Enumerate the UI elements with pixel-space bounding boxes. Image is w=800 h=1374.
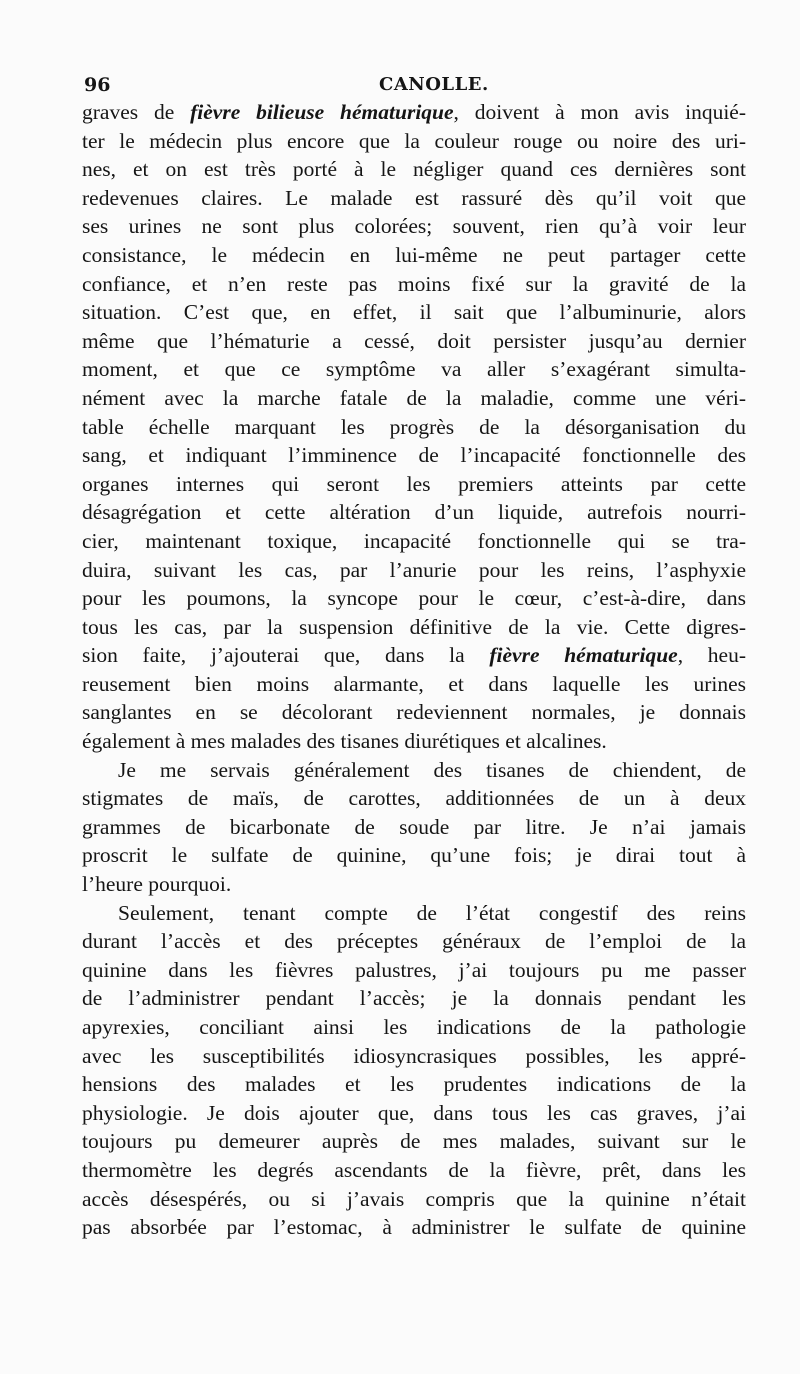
text-line	[82, 1213, 746, 1242]
text-line-segment: , doivent à mon avis inquié-	[453, 100, 746, 124]
text-line	[82, 184, 746, 213]
text-line-segment: sang, et indiquant l’imminence de l’incapacité fonctionnelle des	[82, 443, 746, 468]
text-line	[82, 641, 746, 670]
text-line	[82, 1127, 746, 1156]
text-line	[82, 1185, 746, 1214]
text-line-segment: organes internes qui seront les premiers atteints par cette	[82, 471, 746, 496]
text-line	[82, 384, 746, 413]
text-line-segment: avec les susceptibilités idiosyncrasiques possibles, les appré-	[82, 1043, 746, 1068]
text-line-segment: tous les cas, par la suspension définitive de la vie. Cette digres-	[82, 614, 746, 639]
text-line	[82, 527, 746, 556]
text-line	[82, 927, 746, 956]
text-line-segment: thermomètre les degrés ascendants de la fièvre, prêt, dans les	[82, 1157, 746, 1182]
text-line	[82, 870, 746, 899]
text-line-segment: reusement bien moins alarmante, et dans laquelle les urines	[82, 671, 746, 696]
text-line	[82, 1070, 746, 1099]
text-line-segment: désagrégation et cette altération d’un liquide, autrefois nourri-	[82, 500, 746, 525]
text-line	[82, 670, 746, 699]
text-line	[82, 899, 746, 928]
text-line-segment: consistance, le médecin en lui-même ne peut partager cette	[82, 242, 746, 267]
running-title: CANOLLE.	[379, 74, 489, 95]
text-line-segment: toujours pu demeurer auprès de mes malades, suivant sur le	[82, 1129, 746, 1154]
text-line-segment: également à mes malades des tisanes diurétiques et alcalines.	[82, 729, 607, 754]
text-line	[82, 756, 746, 785]
italic-phrase: fièvre bilieuse hématurique	[190, 100, 454, 124]
text-line-segment: durant l’accès et des préceptes généraux de l’emploi de la	[82, 929, 746, 954]
text-line-segment: apyrexies, conciliant ainsi les indications de la pathologie	[82, 1015, 746, 1039]
page-header	[84, 74, 744, 100]
text-line-segment: cier, maintenant toxique, incapacité fonctionnelle qui se tra-	[82, 528, 746, 553]
text-line-segment: nément avec la marche fatale de la maladie, comme une véri-	[82, 385, 746, 410]
text-line-segment: pas absorbée par l’estomac, à administrer le sulfate de quinine	[82, 1215, 746, 1240]
text-line-segment: duira, suivant les cas, par l’anurie pour les reins, l’asphyxie	[82, 557, 746, 582]
text-line	[82, 1099, 746, 1128]
text-line	[82, 984, 746, 1013]
text-line-segment: , heu-	[677, 643, 747, 668]
text-line-segment: pour les poumons, la syncope pour le cœur, c’est-à-dire, dans	[82, 586, 746, 611]
text-line	[82, 470, 746, 499]
text-line	[82, 327, 746, 356]
text-line-segment: quinine dans les fièvres palustres, j’ai toujours pu me passer	[82, 957, 746, 982]
text-line	[82, 698, 746, 727]
body-text	[82, 98, 746, 1242]
text-line-segment: proscrit le sulfate de quinine, qu’une fois; je dirai tout à	[82, 843, 746, 868]
text-line-segment: sion faite, j’ajouterai que, dans la	[82, 643, 490, 668]
text-line	[82, 270, 746, 299]
text-line-segment: ses urines ne sont plus colorées; souvent, rien qu’à voir leur	[82, 214, 746, 239]
text-line	[82, 98, 746, 127]
text-line-segment: table échelle marquant les progrès de la désorganisation du	[82, 414, 746, 439]
text-line-segment: stigmates de maïs, de carottes, additionnées de un à deux	[82, 786, 746, 811]
text-line-segment: redevenues claires. Le malade est rassuré dès qu’il voit que	[82, 185, 746, 210]
text-line	[82, 298, 746, 327]
text-line	[82, 241, 746, 270]
text-line	[82, 413, 746, 442]
text-line-segment: Seulement, tenant compte de l’état congestif des reins	[118, 900, 746, 925]
text-line	[82, 441, 746, 470]
text-line	[82, 127, 746, 156]
text-line-segment: grammes de bicarbonate de soude par litre. Je n’ai jamais	[82, 814, 746, 839]
text-line-segment: hensions des malades et les prudentes indications de la	[82, 1072, 746, 1097]
text-line	[82, 355, 746, 384]
text-line	[82, 584, 746, 613]
text-line-segment: de l’administrer pendant l’accès; je la donnais pendant les	[82, 986, 746, 1011]
text-line-segment: situation. C’est que, en effet, il sait que l’albuminurie, alors	[82, 300, 746, 325]
text-line	[82, 727, 746, 756]
text-line	[82, 498, 746, 527]
text-line-segment: confiance, et n’en reste pas moins fixé sur la gravité de la	[82, 271, 746, 296]
text-line	[82, 1042, 746, 1071]
text-line	[82, 1156, 746, 1185]
text-line-segment: moment, et que ce symptôme va aller s’exagérant simulta-	[82, 357, 746, 382]
text-line	[82, 813, 746, 842]
text-line	[82, 1013, 746, 1042]
text-line-segment: sanglantes en se décolorant redeviennent normales, je donnais	[82, 700, 746, 725]
text-line	[82, 556, 746, 585]
page-number: 96	[84, 74, 111, 96]
text-line-segment: nes, et on est très porté à le négliger quand ces dernières sont	[82, 157, 746, 182]
italic-phrase: fièvre hématurique	[489, 643, 678, 668]
text-line	[82, 212, 746, 241]
text-line-segment: physiologie. Je dois ajouter que, dans tous les cas graves, j’ai	[82, 1100, 746, 1125]
text-line	[82, 613, 746, 642]
text-line-segment: ter le médecin plus encore que la couleur rouge ou noire des uri-	[82, 128, 746, 153]
text-line	[82, 956, 746, 985]
text-line-segment: même que l’hématurie a cessé, doit persister jusqu’au dernier	[82, 328, 746, 353]
text-line	[82, 784, 746, 813]
text-line-segment: graves de	[82, 100, 191, 124]
text-line-segment: Je me servais généralement des tisanes de chiendent, de	[118, 757, 746, 782]
text-line-segment: l’heure pourquoi.	[82, 872, 232, 897]
text-line	[82, 841, 746, 870]
text-line-segment: accès désespérés, ou si j’avais compris que la quinine n’était	[82, 1186, 746, 1211]
text-line	[82, 155, 746, 184]
